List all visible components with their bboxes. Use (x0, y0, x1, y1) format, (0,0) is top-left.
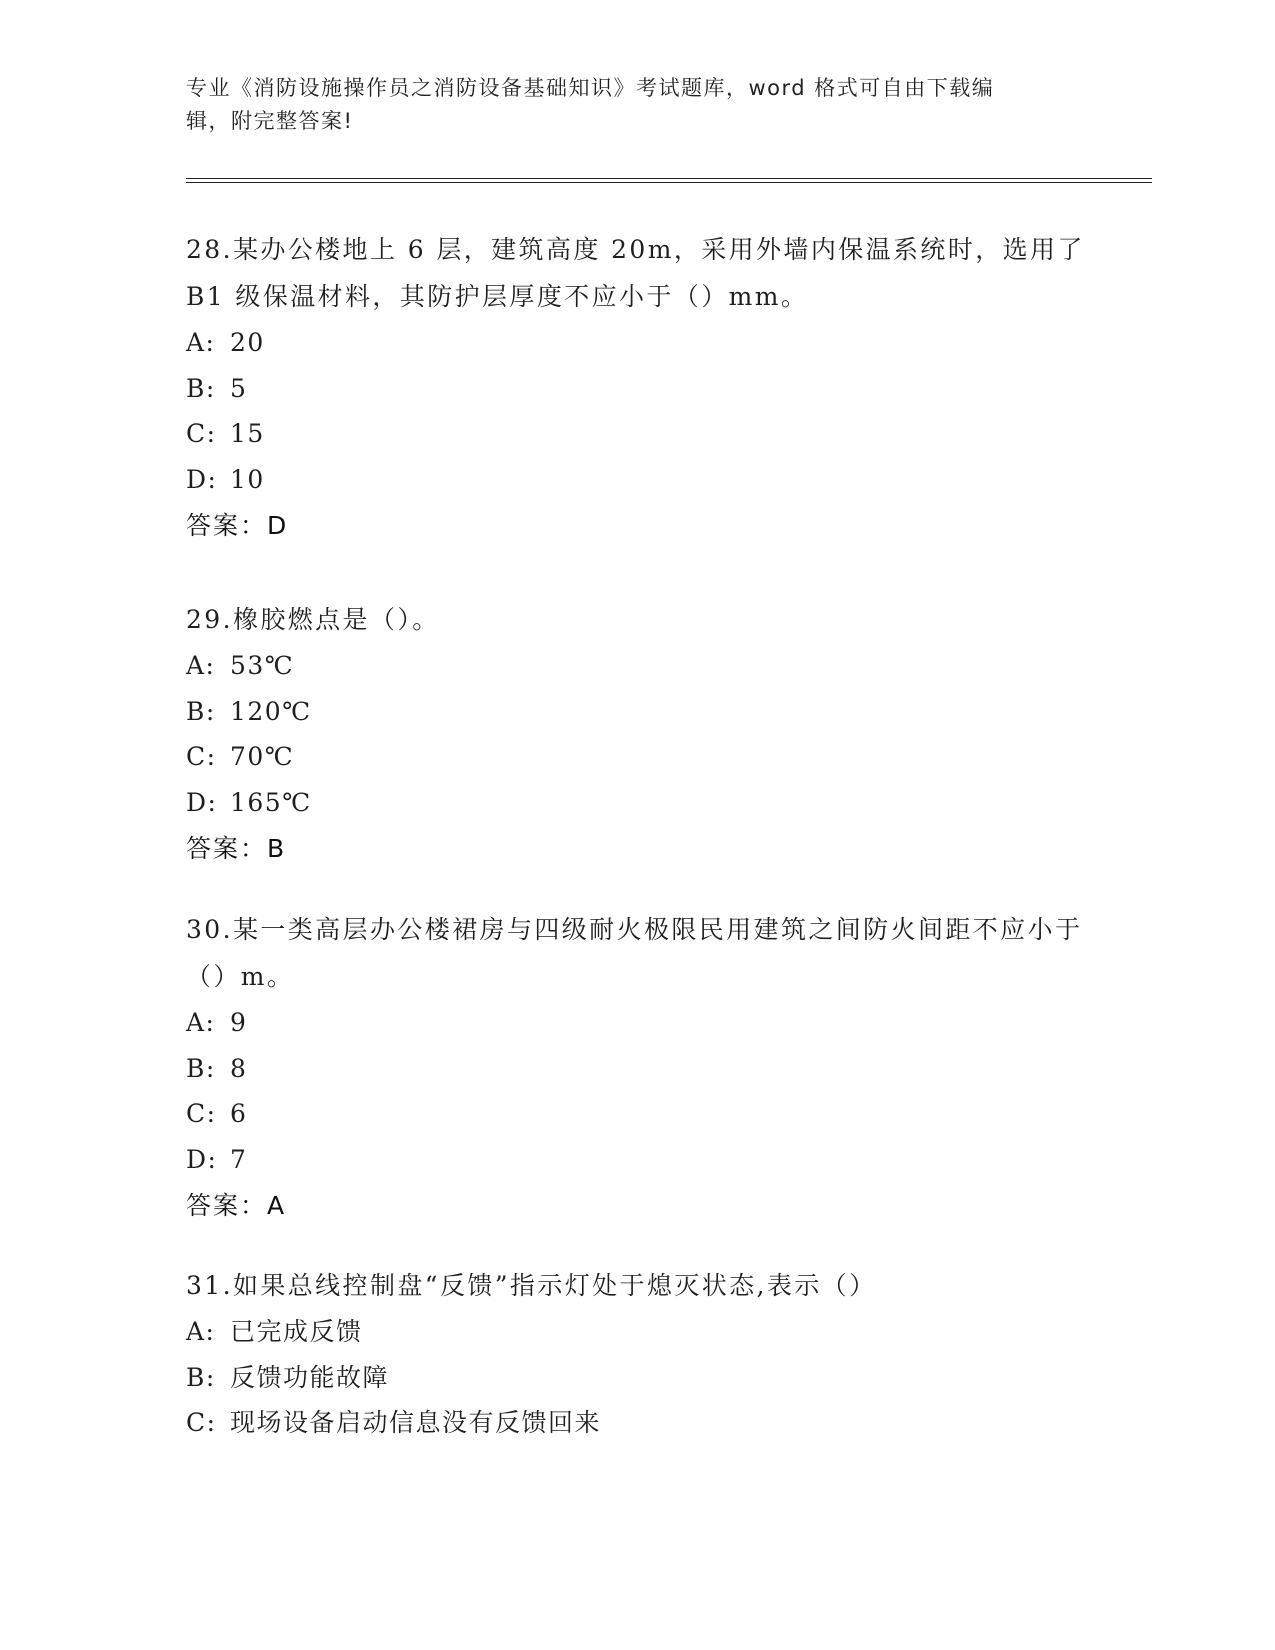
option-text: 120℃ (230, 696, 312, 726)
option-a (186, 1000, 1086, 1046)
option-d (186, 457, 1086, 503)
option-a (186, 643, 1086, 689)
option-key: D: (186, 1144, 218, 1174)
option-a (186, 1309, 1086, 1355)
option-key: B: (186, 696, 216, 726)
option-c (186, 734, 1086, 780)
option-text: 7 (230, 1144, 248, 1174)
option-key: C: (186, 1408, 217, 1437)
option-text: 10 (230, 464, 265, 494)
header-line-1: 专业《消防设施操作员之消防设备基础知识》考试题库，word 格式可自由下载编 (186, 76, 995, 100)
option-key: B: (186, 1053, 216, 1083)
option-key: B: (186, 1362, 216, 1392)
option-key: C: (186, 1099, 217, 1128)
option-text: 70℃ (230, 742, 295, 771)
option-d (186, 1137, 1086, 1183)
option-c (186, 411, 1086, 457)
option-text: 53℃ (230, 651, 295, 680)
option-key: A: (186, 328, 216, 357)
option-key: C: (186, 419, 217, 448)
header-divider (186, 178, 1152, 183)
question-stem: 30.某一类高层办公楼裙房与四级耐火极限民用建筑之间防火间距不应小于（）m。 (186, 915, 1083, 991)
option-c (186, 1091, 1086, 1137)
question-29 (186, 596, 1086, 872)
question-30 (186, 906, 1086, 1229)
option-key: A: (186, 1008, 216, 1037)
option-b (186, 1355, 1086, 1401)
header-line-2: 辑，附完整答案! (186, 109, 354, 133)
option-b (186, 1046, 1086, 1092)
answer-line: 答案：D (186, 511, 289, 540)
option-text: 5 (230, 373, 248, 403)
option-key: A: (186, 1317, 216, 1346)
option-a (186, 320, 1086, 366)
option-text: 20 (230, 328, 265, 357)
question-stem: 31.如果总线控制盘“反馈”指示灯处于熄灭状态,表示（） (186, 1271, 877, 1300)
option-key: D: (186, 464, 218, 494)
option-text: 反馈功能故障 (230, 1362, 390, 1392)
option-key: D: (186, 787, 218, 817)
option-b (186, 366, 1086, 412)
option-c (186, 1400, 1086, 1446)
option-text: 现场设备启动信息没有反馈回来 (230, 1408, 602, 1437)
option-key: A: (186, 651, 216, 680)
option-key: B: (186, 373, 216, 403)
question-stem: 28.某办公楼地上 6 层，建筑高度 20m，采用外墙内保温系统时，选用了 B1 级保温材料，其防护层厚度不应小于（）mm。 (186, 235, 1085, 311)
answer-line: 答案：A (186, 1191, 287, 1220)
option-text: 6 (230, 1099, 248, 1128)
question-28 (186, 226, 1086, 549)
option-text: 已完成反馈 (230, 1317, 363, 1346)
question-stem: 29.橡胶燃点是（）。 (186, 605, 440, 634)
option-text: 15 (230, 419, 265, 448)
option-d (186, 780, 1086, 826)
document-header (186, 72, 1066, 138)
option-text: 9 (230, 1008, 248, 1037)
option-text: 8 (230, 1053, 248, 1083)
option-key: C: (186, 742, 217, 771)
option-b (186, 689, 1086, 735)
question-31 (186, 1262, 1086, 1446)
answer-line: 答案：B (186, 834, 287, 863)
option-text: 165℃ (230, 787, 312, 817)
